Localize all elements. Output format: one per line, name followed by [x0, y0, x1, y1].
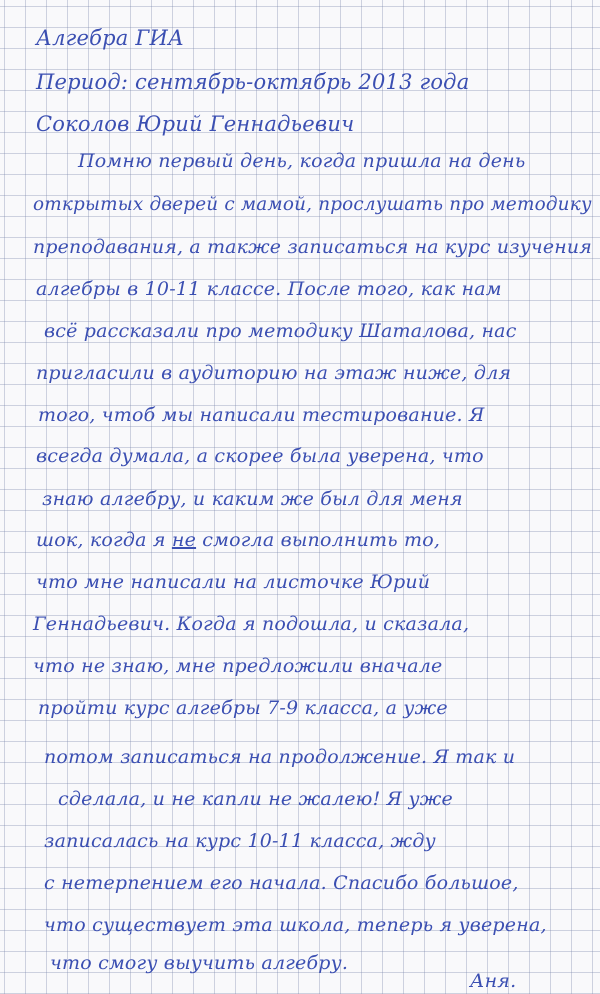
text-line: всегда думала, а скорее была уверена, что — [36, 445, 484, 467]
text-line: что существует эта школа, теперь я уверена, — [44, 914, 547, 936]
underlined-word: не — [171, 529, 197, 551]
signature: Аня. — [470, 970, 517, 992]
text-line: записалась на курс 10-11 класса, жду — [44, 830, 436, 852]
text-line: пригласили в аудиторию на этаж ниже, для — [36, 362, 512, 384]
text-line: Геннадьевич. Когда я подошла, и сказала, — [33, 613, 470, 635]
subject-heading: Алгебра ГИА — [36, 26, 185, 50]
text-line: открытых дверей с мамой, прослушать про методику — [33, 194, 592, 215]
text-line: с нетерпением его начала. Спасибо большое, — [44, 872, 519, 894]
period-line: Период: сентябрь-октябрь 2013 года — [36, 70, 470, 94]
text-line: шок, когда я не смогла выполнить то, — [36, 529, 441, 551]
text-line: что смогу выучить алгебру. — [50, 952, 349, 974]
teacher-name: Соколов Юрий Геннадьевич — [36, 112, 355, 136]
text-line: того, чтоб мы написали тестирование. Я — [38, 404, 485, 426]
text-line: сделала, и не капли не жалею! Я уже — [58, 788, 453, 810]
text-line: преподавания, а также записаться на курс изучения — [33, 236, 592, 258]
text-line: знаю алгебру, и каким же был для меня — [42, 488, 463, 510]
text-line: Помню первый день, когда пришла на день — [78, 150, 526, 172]
text-line: алгебры в 10-11 классе. После того, как нам — [36, 278, 502, 300]
text-line: потом записаться на продолжение. Я так и — [44, 746, 516, 768]
text-line: всё рассказали про методику Шаталова, нас — [44, 320, 517, 342]
text-line: что не знаю, мне предложили вначале — [33, 655, 443, 677]
text-line: что мне написали на листочке Юрий — [36, 571, 431, 593]
text-line: пройти курс алгебры 7-9 класса, а уже — [38, 697, 448, 719]
